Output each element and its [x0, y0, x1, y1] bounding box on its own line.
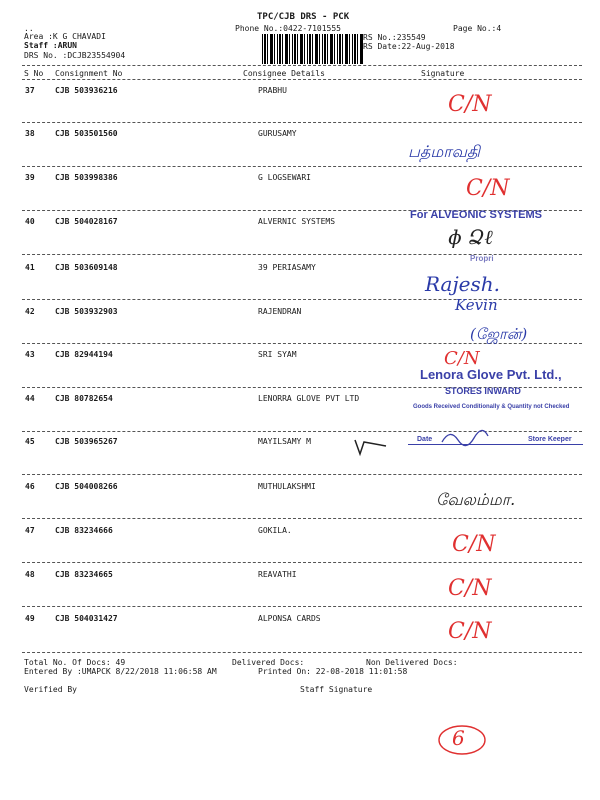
row-sno: 42	[25, 307, 35, 316]
table-row	[0, 570, 600, 614]
signature-cn: C/N	[466, 176, 510, 201]
row-consignment: CJB 83234665	[55, 570, 113, 579]
delivered-docs: Delivered Docs:	[232, 658, 305, 667]
row-divider	[22, 518, 582, 519]
table-row	[0, 86, 600, 130]
phone-number: Phone No.:0422-7101555	[235, 24, 341, 33]
row-consignee: GOKILA.	[258, 526, 292, 535]
row-consignee: MAYILSAMY M	[258, 437, 311, 446]
col-consignment: Consignment No	[55, 69, 123, 78]
row-consignment: CJB 504031427	[55, 614, 118, 623]
row-consignment: CJB 504028167	[55, 217, 118, 226]
signature-scribble	[350, 436, 390, 460]
row-consignee: ALPONSA CARDS	[258, 614, 321, 623]
row-sno: 49	[25, 614, 35, 623]
printed-on: Printed On: 22-08-2018 11:01:58	[258, 667, 408, 676]
proprietor-stamp: Propri	[470, 254, 494, 263]
col-sno: S No	[24, 69, 44, 78]
total-docs: Total No. Of Docs: 49	[24, 658, 126, 667]
signature-scribble	[440, 428, 490, 448]
row-divider	[22, 562, 582, 563]
row-consignment: CJB 503501560	[55, 129, 118, 138]
row-sno: 44	[25, 394, 35, 403]
signature-tamil: (ஜோன்)	[470, 325, 528, 343]
signature-scribble: ɸ Ձℓ	[448, 225, 493, 249]
staff-signature: Staff Signature	[300, 685, 373, 694]
staff-label: Staff :ARUN	[24, 41, 77, 50]
row-consignment: CJB 503998386	[55, 173, 118, 182]
row-sno: 48	[25, 570, 35, 579]
row-sno: 40	[25, 217, 35, 226]
row-consignment: CJB 503965267	[55, 437, 118, 446]
row-divider	[22, 254, 582, 255]
rs-date: RS Date:22-Aug-2018	[363, 42, 455, 51]
table-row	[0, 526, 600, 570]
row-sno: 38	[25, 129, 35, 138]
row-consignment: CJB 80782654	[55, 394, 113, 403]
col-consignee: Consignee Details	[243, 69, 325, 78]
lenora-date: Date	[417, 436, 433, 443]
lenora-keeper: Store Keeper	[528, 436, 572, 443]
top-mark: ..	[24, 24, 34, 33]
page-number: Page No.:4	[453, 24, 502, 33]
signature-cn: C/N	[444, 348, 480, 369]
header-divider	[22, 79, 582, 80]
table-row	[0, 263, 600, 307]
document-title: TPC/CJB DRS - PCK	[257, 12, 350, 22]
row-sno: 43	[25, 350, 35, 359]
signature-tamil: வேலம்மா.	[436, 490, 516, 509]
row-sno: 47	[25, 526, 35, 535]
page-circle-number: 6	[452, 726, 465, 750]
row-consignee: REAVATHI	[258, 570, 297, 579]
row-divider	[22, 652, 582, 653]
rs-number: RS No.:235549	[363, 33, 426, 42]
row-consignment: CJB 503932903	[55, 307, 118, 316]
row-consignment: CJB 83234666	[55, 526, 113, 535]
row-divider	[22, 606, 582, 607]
verified-by: Verified By	[24, 685, 77, 694]
signature-cn: C/N	[452, 532, 496, 557]
non-delivered-docs: Non Delivered Docs:	[366, 658, 458, 667]
row-sno: 41	[25, 263, 35, 272]
header-divider	[22, 65, 582, 66]
signature-cn: C/N	[448, 92, 492, 117]
row-divider	[22, 166, 582, 167]
entered-by: Entered By :UMAPCK 8/22/2018 11:06:58 AM	[24, 667, 217, 676]
row-consignee: G LOGSEWARI	[258, 173, 311, 182]
row-consignee: LENORRA GLOVE PVT LTD	[258, 394, 360, 403]
stamp-line	[408, 444, 583, 445]
row-sno: 46	[25, 482, 35, 491]
row-consignment: CJB 504008266	[55, 482, 118, 491]
signature-cn: C/N	[448, 576, 492, 601]
row-consignee: MUTHULAKSHMI	[258, 482, 316, 491]
signature-cn: C/N	[448, 619, 492, 644]
signature-kevin: Kevin	[455, 296, 498, 314]
row-consignee: RAJENDRAN	[258, 307, 302, 316]
row-consignment: CJB 503936216	[55, 86, 118, 95]
signature-rajesh: Rajesh.	[425, 272, 500, 296]
signature-tamil: பத்மாவதி	[408, 142, 480, 161]
area-label: Area :K G CHAVADI	[24, 32, 106, 41]
lenora-inward: STORES INWARD	[445, 386, 521, 396]
row-divider	[22, 122, 582, 123]
alveonic-stamp: For ALVEONIC SYSTEMS	[410, 209, 543, 221]
row-sno: 39	[25, 173, 35, 182]
barcode-image	[262, 34, 364, 64]
row-sno: 45	[25, 437, 35, 446]
drs-number: DRS No. :DCJB23554904	[24, 51, 126, 60]
row-consignee: GURUSAMY	[258, 129, 297, 138]
row-consignee: 39 PERIASAMY	[258, 263, 316, 272]
lenora-stamp: Lenora Glove Pvt. Ltd.,	[420, 367, 562, 382]
row-consignee: SRI SYAM	[258, 350, 297, 359]
row-consignee: PRABHU	[258, 86, 287, 95]
row-consignment: CJB 503609148	[55, 263, 118, 272]
row-sno: 37	[25, 86, 35, 95]
row-consignee: ALVERNIC SYSTEMS	[258, 217, 336, 226]
lenora-checked: Goods Received Conditionally & Quantity not Checked	[413, 404, 570, 410]
row-consignment: CJB 82944194	[55, 350, 113, 359]
row-divider	[22, 474, 582, 475]
row-divider	[22, 299, 582, 300]
col-signature: Signature	[421, 69, 465, 78]
row-divider	[22, 431, 582, 432]
